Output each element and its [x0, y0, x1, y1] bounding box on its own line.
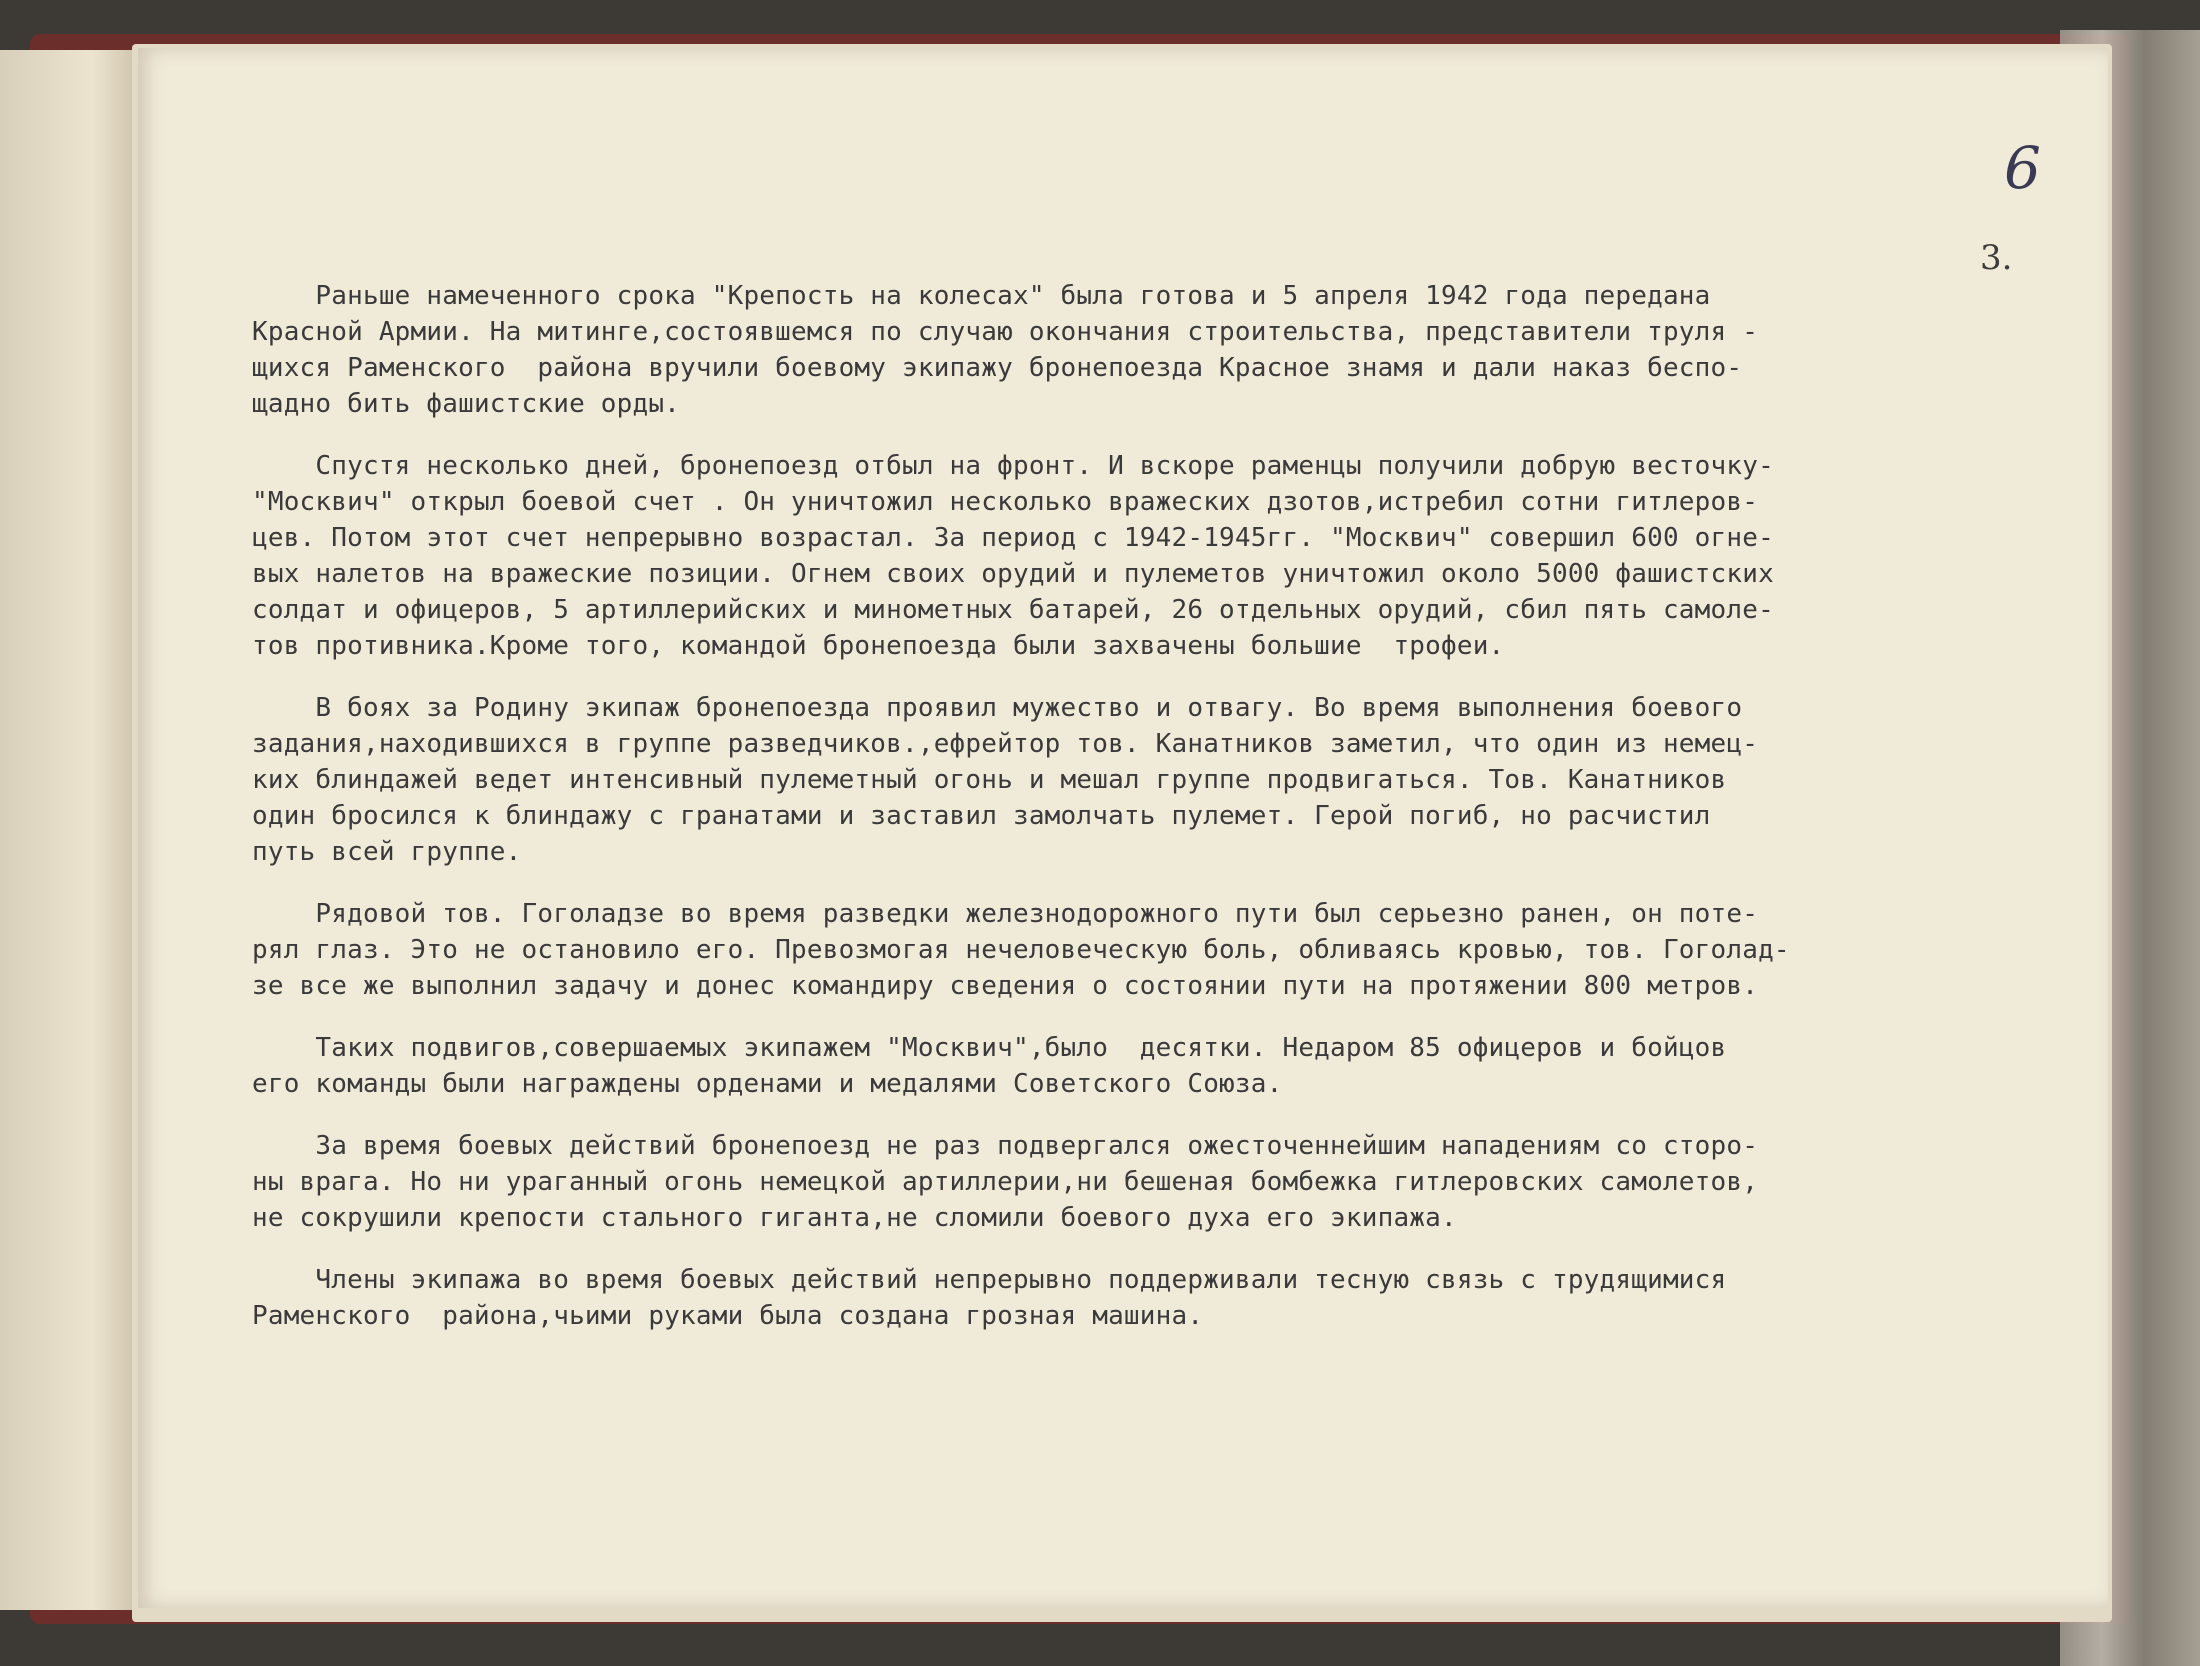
text-line: щихся Раменского района вручили боевому экипажу бронепоезда Красное знамя и дали наказ беспо- [252, 353, 1743, 383]
text-line: путь всей группе. [252, 837, 522, 867]
paragraph-3 [252, 690, 2092, 870]
text-line: не сокрушили крепости стального гиганта,не сломили боевого духа его экипажа. [252, 1203, 1457, 1233]
document-page [138, 48, 2108, 1608]
text-line: Рядовой тов. Гоголадзе во время разведки железнодорожного пути был серьезно ранен, он поте- [252, 899, 1759, 929]
text-line: ких блиндажей ведет интенсивный пулеметный огонь и мешал группе продвигаться. Тов. Канатников [252, 765, 1727, 795]
typed-body-text [252, 278, 2092, 1360]
paragraph-1 [252, 278, 2092, 422]
paragraph-5 [252, 1030, 2092, 1102]
text-line: Раньше намеченного срока "Крепость на колесах" была готова и 5 апреля 1942 года передана [252, 281, 1711, 311]
paragraph-2 [252, 448, 2092, 664]
text-line: солдат и офицеров, 5 артиллерийских и минометных батарей, 26 отдельных орудий, сбил пять самоле- [252, 595, 1774, 625]
text-line: За время боевых действий бронепоезд не раз подвергался ожесточеннейшим нападениям со сторо- [252, 1131, 1759, 1161]
paragraph-6 [252, 1128, 2092, 1236]
text-line: ны врага. Но ни ураганный огонь немецкой артиллерии,ни бешеная бомбежка гитлеровских самолетов, [252, 1167, 1759, 1197]
text-line: Раменского района,чьими руками была создана грозная машина. [252, 1301, 1204, 1331]
text-line: цев. Потом этот счет непрерывно возрастал. За период с 1942-1945гг. "Москвич" совершил 600 огне- [252, 523, 1774, 553]
text-line: рял глаз. Это не остановило его. Превозмогая нечеловеческую боль, обливаясь кровью, тов. Гоголад- [252, 935, 1790, 965]
text-line: тов противника.Кроме того, командой бронепоезда были захвачены большие трофеи. [252, 631, 1505, 661]
text-line: Таких подвигов,совершаемых экипажем "Москвич",было десятки. Недаром 85 офицеров и бойцов [252, 1033, 1727, 1063]
text-line: его команды были награждены орденами и медалями Советского Союза. [252, 1069, 1283, 1099]
text-line: вых налетов на вражеские позиции. Огнем своих орудий и пулеметов уничтожил около 5000 фашистских [252, 559, 1774, 589]
text-line: Спустя несколько дней, бронепоезд отбыл на фронт. И вскоре раменцы получили добрую весточку- [252, 451, 1774, 481]
text-line: щадно бить фашистские орды. [252, 389, 681, 419]
paragraph-4 [252, 896, 2092, 1004]
left-page-edge [0, 50, 132, 1610]
text-line: один бросился к блиндажу с гранатами и заставил замолчать пулемет. Герой погиб, но расчистил [252, 801, 1711, 831]
text-line: задания,находившихся в группе разведчиков.,ефрейтор тов. Канатников заметил, что один из немец- [252, 729, 1759, 759]
typed-sheet-number: 3. [1980, 238, 2013, 278]
text-line: Члены экипажа во время боевых действий непрерывно поддерживали тесную связь с трудящимися [252, 1265, 1727, 1295]
text-line: "Москвич" открыл боевой счет . Он уничтожил несколько вражеских дзотов,истребил сотни гитлеров- [252, 487, 1759, 517]
text-line: Красной Армии. На митинге,состоявшемся по случаю окончания строительства, представители труля - [252, 317, 1759, 347]
handwritten-page-number: 6 [2004, 134, 2041, 202]
text-line: зе все же выполнил задачу и донес командиру сведения о состоянии пути на протяжении 800 метров. [252, 971, 1759, 1001]
text-line: В боях за Родину экипаж бронепоезда проявил мужество и отвагу. Во время выполнения боевого [252, 693, 1743, 723]
paragraph-7 [252, 1262, 2092, 1334]
